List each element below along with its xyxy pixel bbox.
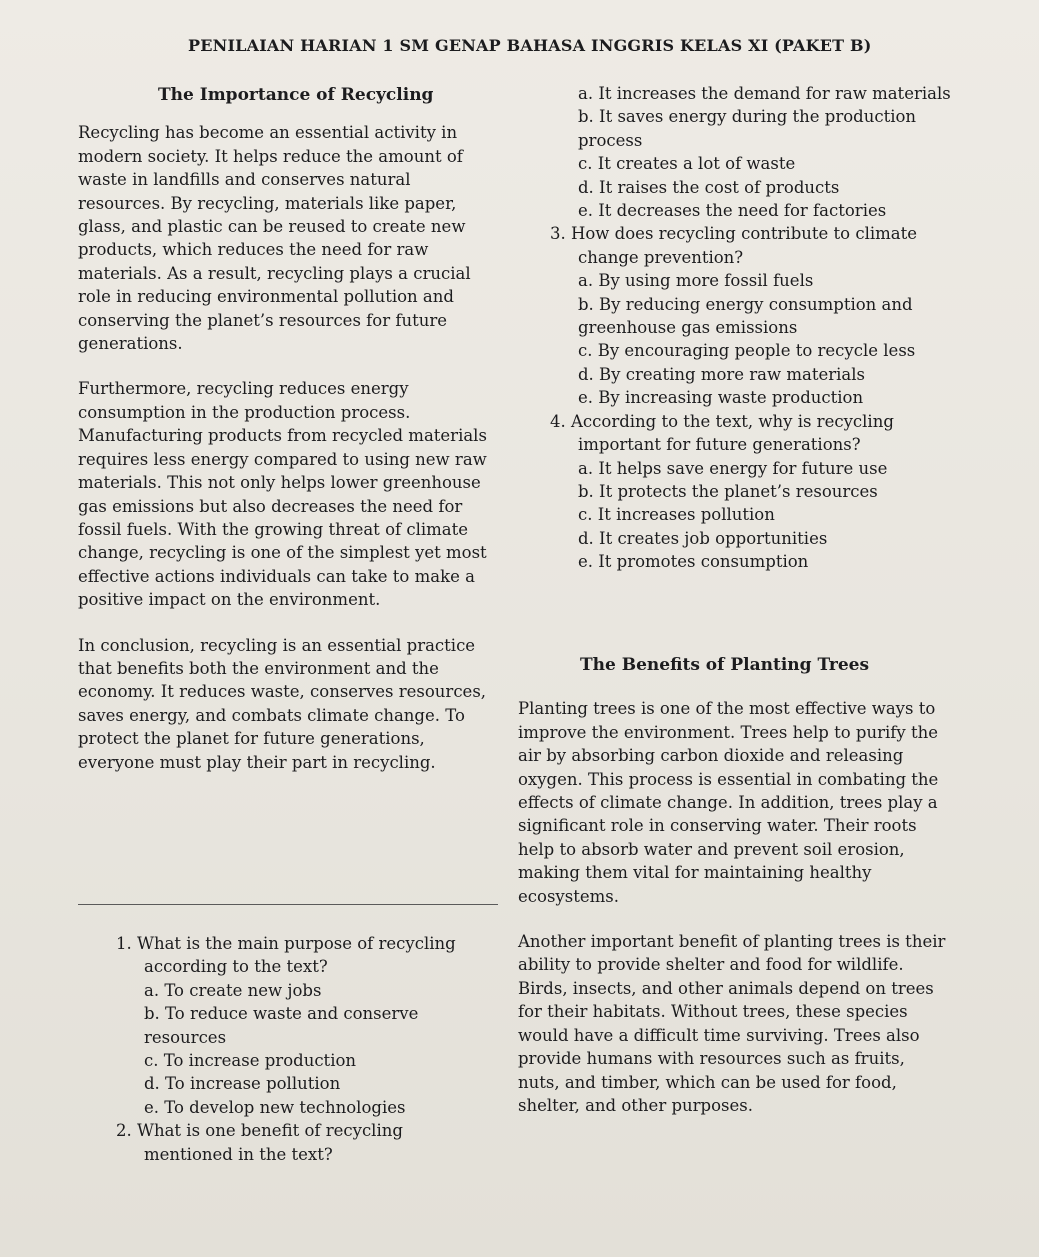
question-2-option-e[interactable]: e. It decreases the need for factories (578, 201, 887, 221)
question-3-option-b[interactable]: b. By reducing energy consumption and greenhouse gas emissions (578, 294, 913, 338)
article-recycling-paragraph-2: Furthermore, recycling reduces energy consumption in the production process. Manufacturing products from recycled materials requires less energy compared to using new raw materials. This not only helps lower greenhouse gas emissions but also decreases the need for fossil fuels. With the growing threat of climate change, recycling is one of the simplest yet most effective actions individuals can take to make a positive impact on the environment. (78, 379, 487, 610)
question-3-text: 3. How does recycling contribute to climate change prevention? (550, 224, 918, 267)
question-1 (116, 932, 496, 1119)
question-4-option-c[interactable]: c. It increases pollution (578, 505, 775, 525)
question-1-option-a[interactable]: a. To create new jobs (144, 980, 322, 1000)
article-trees (518, 654, 948, 1117)
questions-left (116, 932, 496, 1166)
question-2 (116, 1119, 496, 1166)
question-4-text: 4. According to the text, why is recycling important for future generations? (550, 411, 894, 455)
question-2-option-b[interactable]: b. It saves energy during the production process (578, 107, 917, 150)
question-1-option-e[interactable]: e. To develop new technologies (144, 1097, 406, 1117)
article-recycling-heading: The Importance of Recycling (158, 85, 434, 105)
question-1-option-c[interactable]: c. To increase production (144, 1051, 357, 1071)
article-trees-paragraph-1: Planting trees is one of the most effective ways to improve the environment. Trees help to purify the air by absorbing carbon dioxide and releasing oxygen. This process is essential in combating the effects of climate change. In addition, trees play a significant role in conserving water. Their roots help to absorb water and prevent soil erosion, making them vital for maintaining healthy ecosystems. (518, 699, 939, 906)
question-2-option-a[interactable]: a. It increases the demand for raw materials (578, 84, 951, 103)
question-1-text: 1. What is the main purpose of recycling according to the text? (116, 934, 456, 977)
question-1-option-d[interactable]: d. To increase pollution (144, 1074, 341, 1094)
question-2-option-d[interactable]: d. It raises the cost of products (578, 177, 840, 197)
question-3-option-e[interactable]: e. By increasing waste production (578, 388, 864, 408)
question-3-option-c[interactable]: c. By encouraging people to recycle less (578, 341, 916, 361)
article-recycling (78, 84, 498, 774)
question-4-option-d[interactable]: d. It creates job opportunities (578, 528, 828, 548)
question-4-option-b[interactable]: b. It protects the planet’s resources (578, 481, 878, 501)
article-recycling-paragraph-1: Recycling has become an essential activity in modern society. It helps reduce the amount of waste in landfills and conserves natural resources. By recycling, materials like paper, glass, and plastic can be reused to create new products, which reduces the need for raw materials. As a result, recycling plays a crucial role in reducing environmental pollution and conserving the planet’s resources for future generations. (78, 123, 471, 354)
article-trees-heading: The Benefits of Planting Trees (580, 655, 870, 675)
question-4 (550, 410, 958, 574)
questions-right (550, 82, 958, 574)
question-3 (550, 222, 958, 409)
question-1-option-b[interactable]: b. To reduce waste and conserve resources (144, 1004, 419, 1047)
section-divider (78, 904, 498, 905)
article-recycling-paragraph-3: In conclusion, recycling is an essential practice that benefits both the environment and the economy. It reduces waste, conserves resources, saves energy, and combats climate change. To protect the planet for future generations, everyone must play their part in recycling. (78, 635, 487, 772)
question-3-option-d[interactable]: d. By creating more raw materials (578, 364, 866, 384)
exam-title: PENILAIAN HARIAN 1 SM GENAP BAHASA INGGRIS KELAS XI (PAKET B) (188, 36, 872, 55)
article-trees-paragraph-2: Another important benefit of planting trees is their ability to provide shelter and food for wildlife. Birds, insects, and other animals depend on trees for their habitats. Without trees, these species would have a difficult time surviving. Trees also provide humans with resources such as fruits, nuts, and timber, which can be used for food, shelter, and other purposes. (518, 932, 946, 1115)
question-3-option-a[interactable]: a. By using more fossil fuels (578, 271, 814, 291)
question-4-option-e[interactable]: e. It promotes consumption (578, 552, 809, 572)
question-2-text: 2. What is one benefit of recycling mentioned in the text? (116, 1121, 403, 1164)
question-4-option-a[interactable]: a. It helps save energy for future use (578, 458, 888, 478)
question-2-option-c[interactable]: c. It creates a lot of waste (578, 154, 796, 174)
